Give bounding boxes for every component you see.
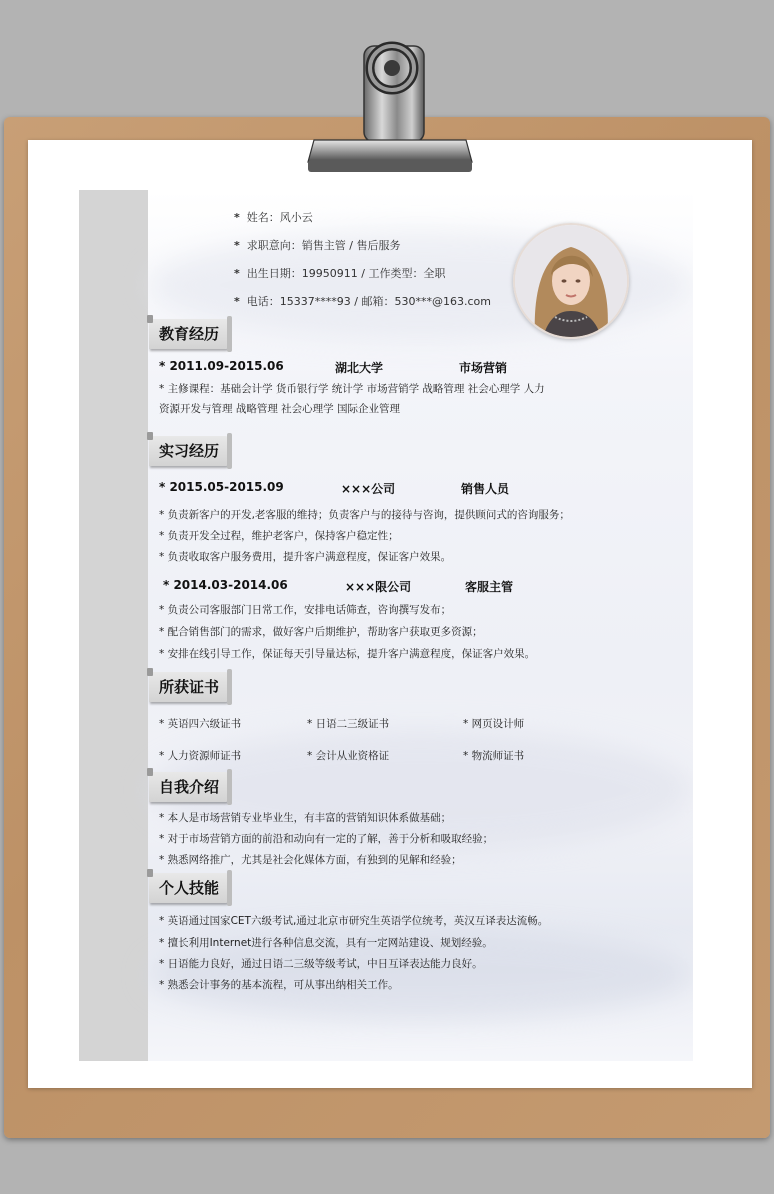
section-skills-title: 个人技能	[149, 873, 229, 903]
internship-duty: * 负责新客户的开发,老客服的维持；负责客户与的接待与咨询，提供顾问式的咨询服务；	[159, 509, 570, 521]
internship-period: * 2015.05-2015.09	[159, 480, 284, 494]
internship-period: * 2014.03-2014.06	[163, 578, 288, 592]
section-education-title: 教育经历	[149, 319, 229, 349]
skill-item: * 日语能力良好，通过日语二三级等级考试，中日互译表达能力良好。	[159, 958, 483, 970]
skill-item: * 熟悉会计事务的基本流程，可从事出纳相关工作。	[159, 979, 399, 991]
education-major: 市场营销	[459, 361, 508, 375]
certificate-item: * 英语四六级证书	[159, 718, 242, 730]
self-intro-item: * 对于市场营销方面的前沿和动向有一定的了解，善于分析和吸取经验；	[159, 833, 494, 845]
internship-role: 客服主管	[465, 580, 514, 594]
avatar	[513, 223, 629, 339]
certificate-item: * 物流师证书	[463, 750, 525, 762]
certificate-item: * 日语二三级证书	[307, 718, 390, 730]
education-courses: * 主修课程：基础会计学 货币银行学 统计学 市场营销学 战略管理 社会心理学 人力	[159, 383, 545, 395]
skill-item: * 擅长利用Internet进行各种信息交流，具有一定网站建设、规划经验。	[159, 937, 493, 949]
info-intent: * 求职意向：销售主管 / 售后服务	[234, 239, 401, 252]
left-sidebar-bar	[79, 190, 148, 1061]
section-self-intro-title: 自我介绍	[149, 772, 229, 802]
internship-role: 销售人员	[461, 482, 510, 496]
certificate-item: * 会计从业资格证	[307, 750, 390, 762]
info-contact: * 电话：15337****93 / 邮箱：530***@163.com	[234, 295, 491, 308]
section-certificates-title: 所获证书	[149, 672, 229, 702]
internship-duty: * 配合销售部门的需求，做好客户后期维护，帮助客户获取更多资源；	[159, 626, 483, 638]
resume	[79, 190, 693, 1061]
self-intro-item: * 本人是市场营销专业毕业生，有丰富的营销知识体系做基础；	[159, 812, 452, 824]
skill-item: * 英语通过国家CET六级考试,通过北京市研究生英语学位统考，英汉互译表达流畅。	[159, 915, 549, 927]
info-name: * 姓名：风小云	[234, 211, 313, 224]
binder-clip	[306, 28, 474, 176]
education-school: 湖北大学	[335, 361, 384, 375]
self-intro-item: * 熟悉网络推广，尤其是社会化媒体方面，有独到的见解和经验；	[159, 854, 462, 866]
internship-company: ×××公司	[341, 482, 396, 496]
education-period: * 2011.09-2015.06	[159, 359, 284, 373]
internship-duty: * 负责公司客服部门日常工作，安排电话筛查，咨询撰写发布；	[159, 604, 452, 616]
certificate-item: * 网页设计师	[463, 718, 525, 730]
section-internship-title: 实习经历	[149, 436, 229, 466]
education-courses-cont: 资源开发与管理 战略管理 社会心理学 国际企业管理	[159, 403, 401, 415]
certificate-item: * 人力资源师证书	[159, 750, 242, 762]
internship-duty: * 负责收取客户服务费用，提升客户满意程度，保证客户效果。	[159, 551, 452, 563]
info-birth: * 出生日期：19950911 / 工作类型：全职	[234, 267, 446, 280]
internship-company: ×××限公司	[345, 580, 412, 594]
internship-duty: * 负责开发全过程，维护老客户，保持客户稳定性；	[159, 530, 399, 542]
internship-duty: * 安排在线引导工作，保证每天引导量达标，提升客户满意程度，保证客户效果。	[159, 648, 536, 660]
